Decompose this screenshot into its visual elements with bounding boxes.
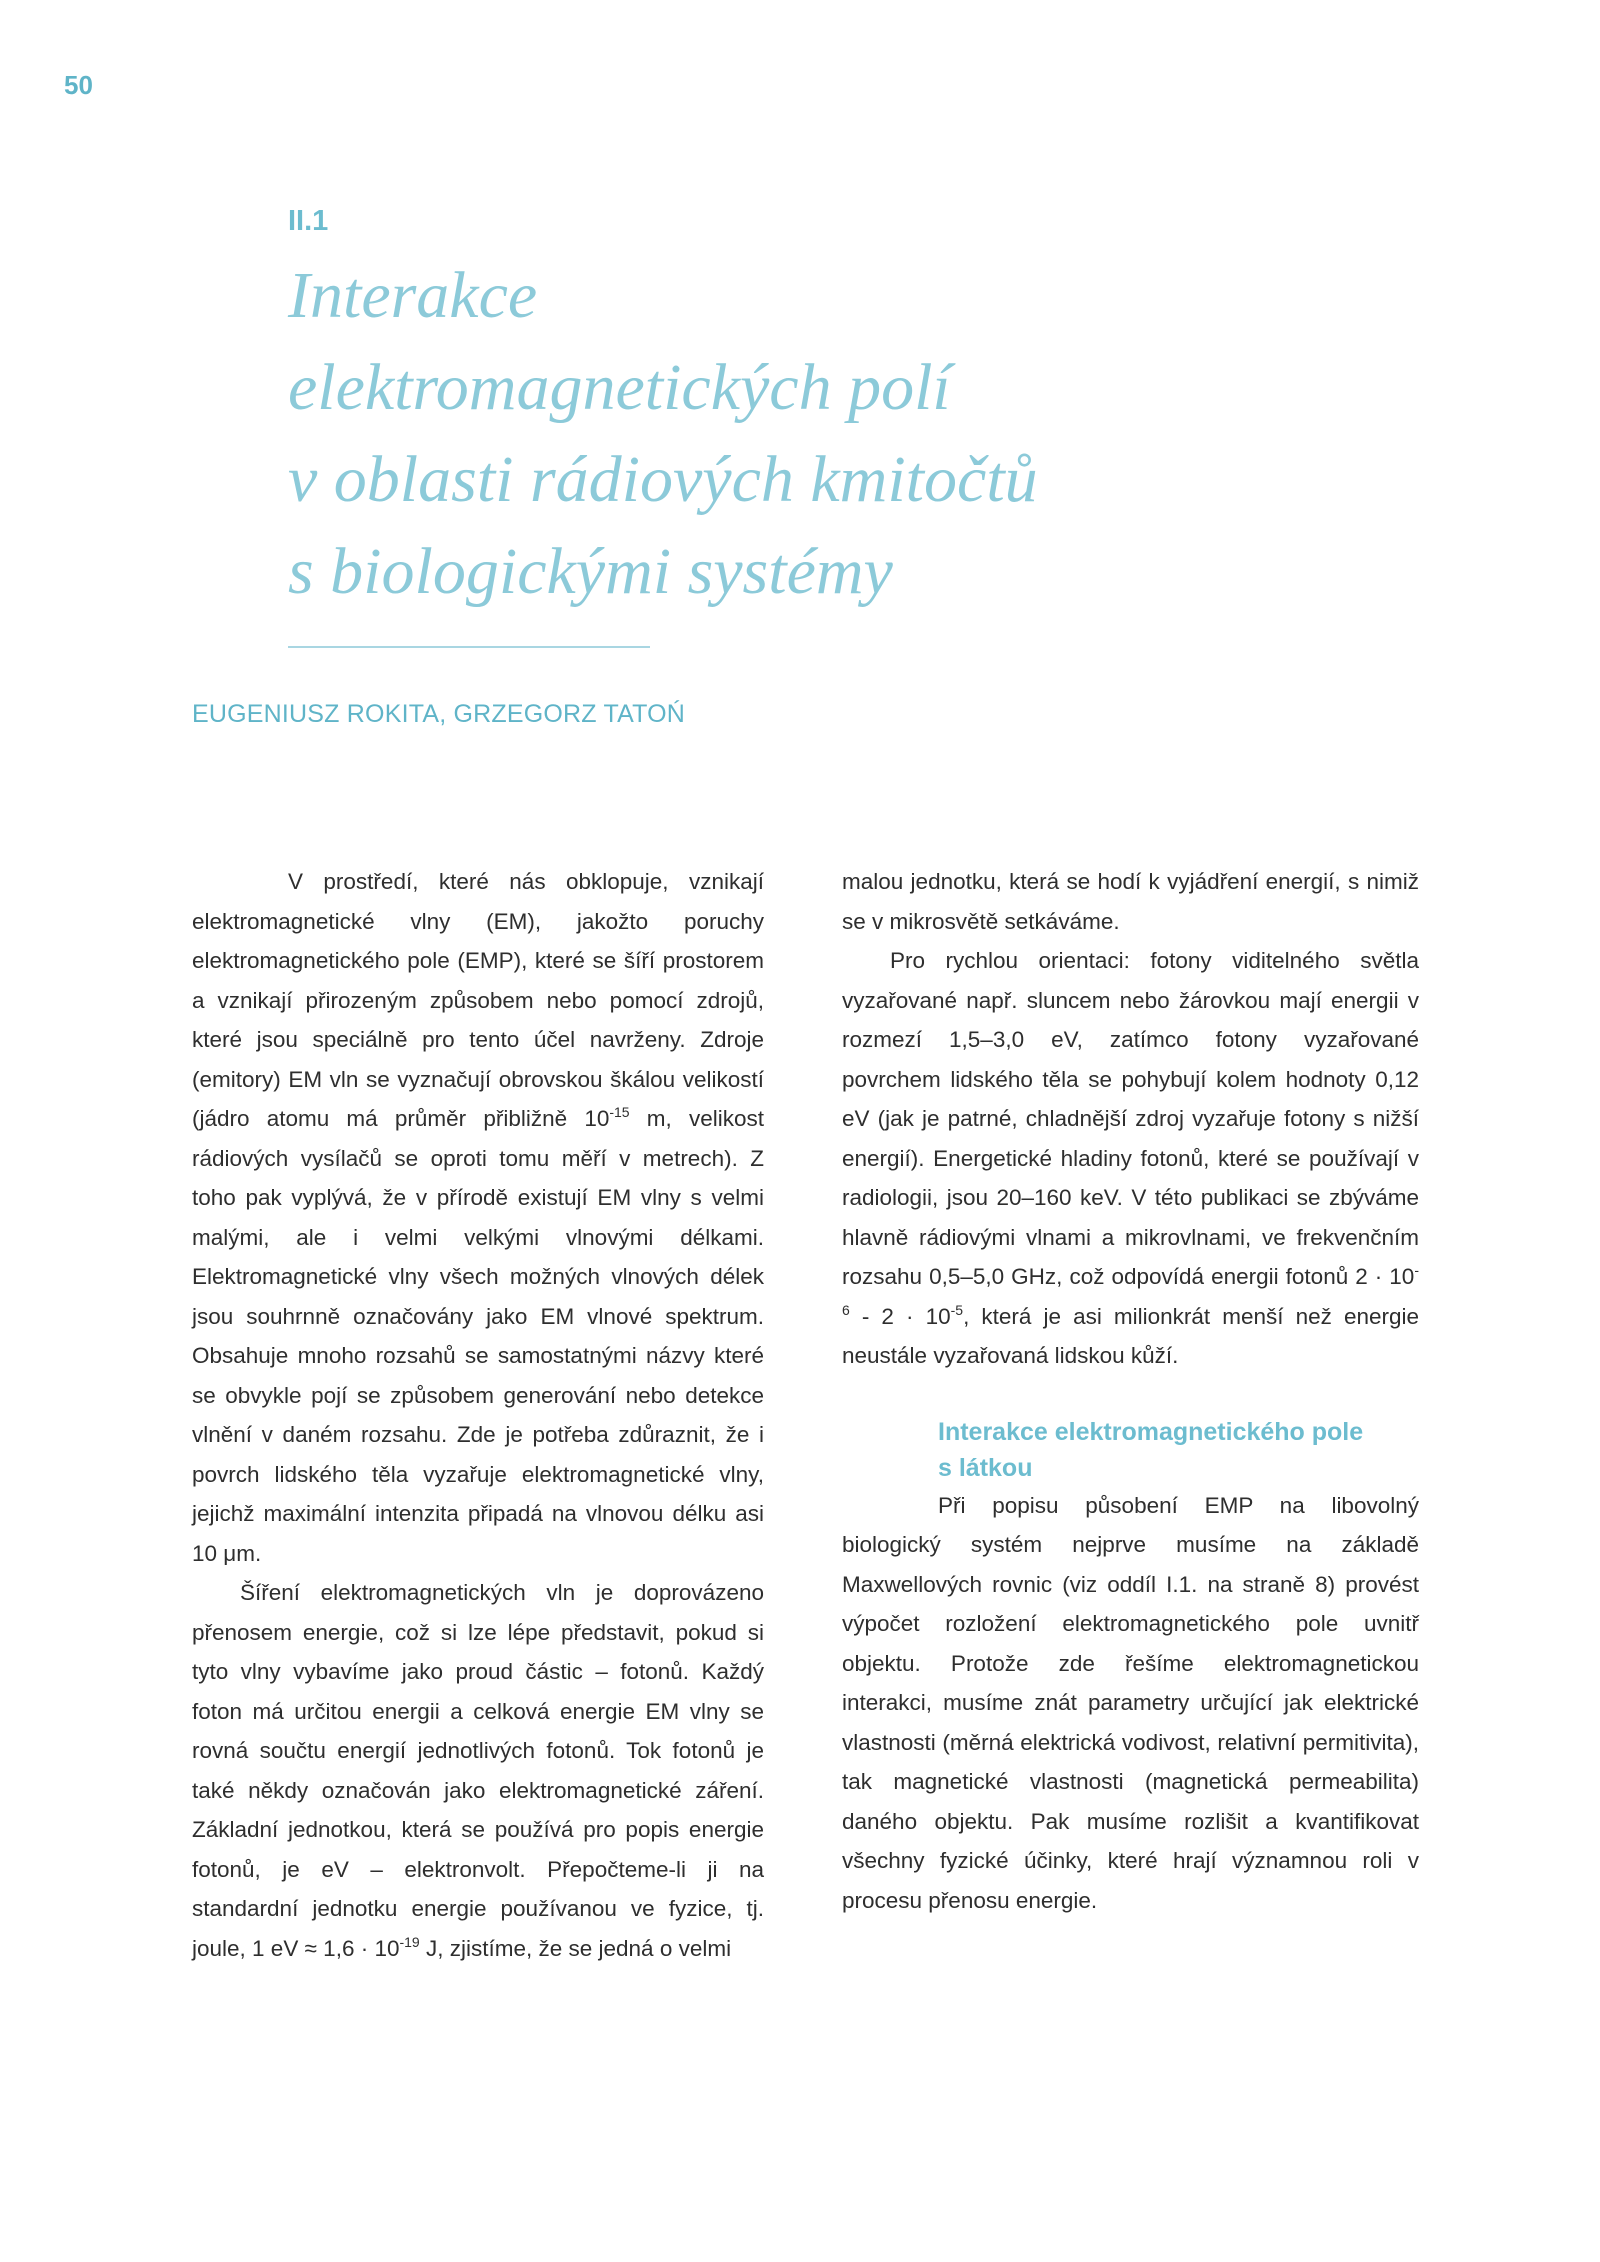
paragraph-text: - 2 · 10 <box>849 1303 951 1329</box>
right-column <box>842 862 1419 1920</box>
chapter-title <box>288 250 1338 618</box>
left-column <box>192 862 764 1968</box>
paragraph-text: Pro rychlou orientaci: fotony viditelného světla vyzařované např. sluncem nebo žárovkou mají energii v rozmezí 1,5–3,0 eV, zatímco fotony vyzařované povrchem lidského těla se pohybují kolem hodnoty 0,12 eV (jak je patrné, chladnější zdroj vyzařuje fotony s nižší energií). Energetické hladiny fotonů, které se používají v radiologii, jsou 20–160 keV. V této publikaci se zbýváme hlavně rádiovými vlnami a mikrovlnami, ve frekvenčním rozsahu 0,5–5,0 GHz, což odpovídá energii fotonů 2 · 10 <box>842 948 1419 1289</box>
paragraph-text: m, velikost rádiových vysílačů se oproti tomu měří v metrech). Z toho pak vyplývá, že v přírodě existují EM vlny s velmi malými, ale i velmi velkými vlnovými délkami. Elektromagnetické vlny všech možných vlnových délek jsou souhrnně označovány jako EM vlnové spektrum. Obsahuje mnoho rozsahů se samostatnými názvy které se obvykle pojí se způsobem generování nebo detekce vlnění v daném rozsahu. Zde je potřeba zdůraznit, že i povrch lidského těla vyzařuje elektromagnetické vlny, jejichž maximální intenzita připadá na vlnovou délku asi 10 μm. <box>192 1106 764 1566</box>
subheading-line: Interakce elektromagnetického pole <box>938 1417 1364 1446</box>
section-subheading <box>938 1414 1419 1486</box>
title-line: s biologickými systémy <box>288 535 893 608</box>
paragraph <box>192 862 764 1573</box>
paragraph-text: J, zjistíme, že se jedná o velmi <box>419 1935 732 1961</box>
title-divider <box>288 646 650 648</box>
paragraph <box>192 1573 764 1968</box>
subheading-line: s látkou <box>938 1453 1033 1482</box>
paragraph-text: , která je asi milionkrát menší než energie neustále vyzařovaná lidskou kůží. <box>842 1303 1420 1368</box>
superscript: -5 <box>950 1301 964 1318</box>
paragraph-text: Šíření elektromagnetických vln je doprovázeno přenosem energie, což si lze lépe představit, pokud si tyto vlny vybavíme jako proud částic – fotonů. Každý foton má určitou energii a celková energie EM vlny se rovná součtu energií jednotlivých fotonů. Tok fotonů je také někdy označován jako elektromagnetické záření. Základní jednotkou, která se používá pro popis energie fotonů, je eV – elektronvolt. Přepočteme-li ji na standardní jednotku energie používanou ve fyzice, tj. joule, 1 eV ≈ 1,6 · 10 <box>192 1580 764 1961</box>
title-line: v oblasti rádiových kmitočtů <box>288 443 1038 516</box>
title-line: elektromagnetických polí <box>288 351 951 424</box>
paragraph: Při popisu působení EMP na libovolný biologický systém nejprve musíme na základě Maxwellových rovnic (viz oddíl I.1. na straně 8) provést výpočet rozložení elektromagnetického pole uvnitř objektu. Protože zde řešíme elektromagnetickou interakci, musíme znát parametry určující jak elektrické vlastnosti (měrná elektrická vodivost, relativní permitivita), tak magnetické vlastnosti (magnetická permeabilita) daného objektu. Pak musíme rozlišit a kvantifikovat všechny fyzické účinky, které hrají významnou roli v procesu přenosu energie. <box>842 1492 1419 1913</box>
section-number: II.1 <box>288 205 329 237</box>
superscript: -15 <box>609 1104 630 1120</box>
paragraph: malou jednotku, která se hodí k vyjádření energií, s nimiž se v mikrosvětě setkáváme. <box>842 869 1419 934</box>
superscript: -6 <box>842 1262 1419 1318</box>
page-number: 50 <box>64 70 93 100</box>
paragraph-text: V prostředí, které nás obklopuje, vznikají elektromagnetické vlny (EM), jakožto poruchy elektromagnetického pole (EMP), které se šíří prostorem a vznikají přirozeným způsobem nebo pomocí zdrojů, které jsou speciálně pro tento účel navrženy. Zdroje (emitory) EM vln se vyznačují obrovskou škálou velikostí (jádro atomu má průměr přibližně 10 <box>192 869 764 1131</box>
paragraph <box>842 941 1419 1376</box>
authors: EUGENIUSZ ROKITA, GRZEGORZ TATOŃ <box>192 700 686 728</box>
title-line: Interakce <box>288 259 538 332</box>
superscript: -19 <box>399 1933 420 1950</box>
